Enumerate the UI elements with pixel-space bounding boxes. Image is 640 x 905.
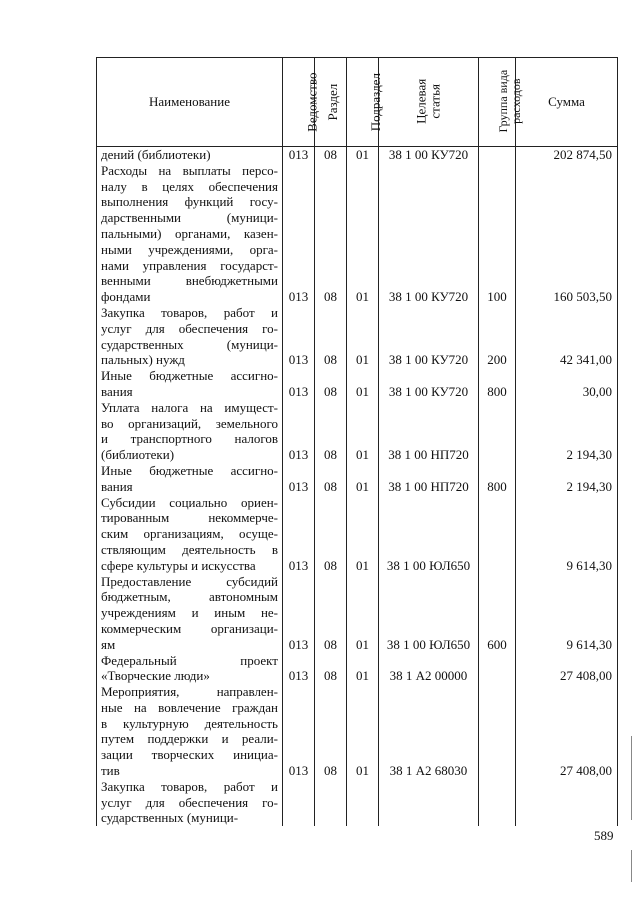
cell-group: 600 [479,574,516,653]
table-row [97,147,618,163]
cell-group [479,495,516,574]
cell-amount: 27 408,00 [516,653,618,685]
cell-subsection: 01 [347,163,379,305]
cell-article: 38 1 00 КУ720 [379,147,479,163]
cell-section: 08 [315,684,347,779]
budget-table [96,57,618,826]
cell-name: Федеральный проект «Творческие люди» [97,653,283,685]
cell-amount: 202 874,50 [516,147,618,163]
table-body [97,147,618,827]
cell-article: 38 1 А2 68030 [379,684,479,779]
cell-department: 013 [283,495,315,574]
cell-amount: 160 503,50 [516,163,618,305]
table-row [97,305,618,368]
cell-section: 08 [315,305,347,368]
cell-subsection [347,779,379,826]
cell-name: Предоставление субсидий бюджетным, автономным учреждениям и иным не- коммерческим организаци- ям [97,574,283,653]
cell-subsection: 01 [347,368,379,400]
header-subsection: Подраздел [347,58,379,147]
scan-edge-mark [631,850,632,882]
cell-department: 013 [283,400,315,463]
table-row [97,400,618,463]
cell-article: 38 1 00 КУ720 [379,368,479,400]
cell-department [283,779,315,826]
cell-department: 013 [283,147,315,163]
table-row [97,495,618,574]
cell-amount: 27 408,00 [516,684,618,779]
cell-name: Расходы на выплаты персо- налу в целях обеспечения выполнения функций госу- дарственными (муници- пальными) органами, казен- ными учреждениями, орга- нами управления государст- венными внебюджетными фондами [97,163,283,305]
cell-subsection: 01 [347,574,379,653]
cell-section: 08 [315,574,347,653]
cell-name: Уплата налога на имущест- во организаций, земельного и транспортного налогов (библиотеки) [97,400,283,463]
cell-subsection: 01 [347,653,379,685]
table-row [97,163,618,305]
cell-group: 800 [479,368,516,400]
header-section: Раздел [315,58,347,147]
page-number: 589 [594,828,614,843]
cell-department: 013 [283,574,315,653]
cell-section: 08 [315,400,347,463]
header-amount: Сумма [516,58,618,147]
cell-department: 013 [283,684,315,779]
cell-article: 38 1 00 ЮЛ650 [379,495,479,574]
cell-amount: 42 341,00 [516,305,618,368]
cell-name: Закупка товаров, работ и услуг для обеспечения го- сударственных (муници- [97,779,283,826]
cell-department: 013 [283,305,315,368]
cell-department: 013 [283,653,315,685]
cell-amount: 2 194,30 [516,400,618,463]
cell-group: 100 [479,163,516,305]
cell-article: 38 1 00 НП720 [379,463,479,495]
cell-group: 200 [479,305,516,368]
header-target-article: Целевая статья [379,58,479,147]
cell-name: дений (библиотеки) [97,147,283,163]
cell-subsection: 01 [347,684,379,779]
cell-section: 08 [315,495,347,574]
cell-name: Закупка товаров, работ и услуг для обеспечения го- сударственных (муници- пальных) нужд [97,305,283,368]
cell-article: 38 1 00 КУ720 [379,163,479,305]
cell-amount [516,779,618,826]
cell-subsection: 01 [347,147,379,163]
cell-section: 08 [315,653,347,685]
cell-name: Субсидии социально ориен- тированным некоммерче- ским организациям, осуще- ствляющим деятельность в сфере культуры и искусства [97,495,283,574]
cell-article: 38 1 А2 00000 [379,653,479,685]
header-department: Ведомство [283,58,315,147]
table-header [97,58,618,147]
cell-group [479,779,516,826]
table-row [97,684,618,779]
table-row [97,368,618,400]
cell-subsection: 01 [347,305,379,368]
scan-edge-mark [631,736,632,820]
table-row [97,653,618,685]
cell-name: Иные бюджетные ассигно- вания [97,368,283,400]
cell-group [479,684,516,779]
cell-amount: 9 614,30 [516,574,618,653]
cell-article: 38 1 00 КУ720 [379,305,479,368]
cell-subsection: 01 [347,463,379,495]
cell-section: 08 [315,163,347,305]
cell-department: 013 [283,368,315,400]
table-row [97,463,618,495]
cell-group [479,653,516,685]
cell-amount: 2 194,30 [516,463,618,495]
cell-section [315,779,347,826]
header-name: Наименование [97,58,283,147]
table-row [97,779,618,826]
cell-amount: 30,00 [516,368,618,400]
cell-department: 013 [283,163,315,305]
cell-article: 38 1 00 НП720 [379,400,479,463]
cell-group [479,147,516,163]
cell-section: 08 [315,147,347,163]
table-row [97,574,618,653]
cell-article [379,779,479,826]
header-expense-group: Группа вида расходов [479,58,516,147]
cell-article: 38 1 00 ЮЛ650 [379,574,479,653]
cell-amount: 9 614,30 [516,495,618,574]
cell-subsection: 01 [347,495,379,574]
cell-name: Иные бюджетные ассигно- вания [97,463,283,495]
cell-subsection: 01 [347,400,379,463]
cell-name: Мероприятия, направлен- ные на вовлечение граждан в культурную деятельность путем поддержки и реали- зации творческих инициа- тив [97,684,283,779]
cell-section: 08 [315,368,347,400]
cell-department: 013 [283,463,315,495]
cell-group: 800 [479,463,516,495]
cell-section: 08 [315,463,347,495]
cell-group [479,400,516,463]
